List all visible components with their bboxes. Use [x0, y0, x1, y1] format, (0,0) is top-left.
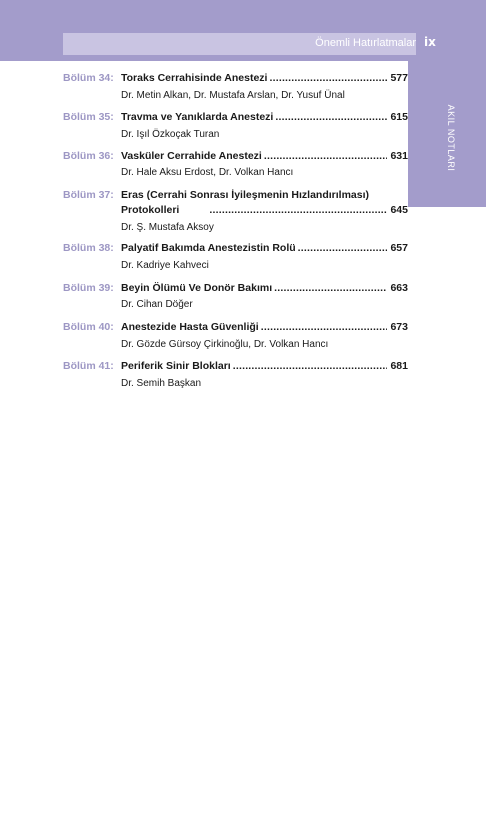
dot-leader — [298, 242, 388, 254]
chapter-title: Travma ve Yanıklarda Anestezi — [121, 111, 274, 123]
chapter-title: Protokolleri — [121, 204, 180, 216]
toc-title-line[interactable] — [121, 321, 408, 335]
chapter-authors: Dr. Cihan Döğer — [121, 299, 193, 310]
page-number: ix — [424, 35, 436, 49]
chapter-number: Bölüm 38: — [63, 242, 114, 254]
chapter-authors: Dr. Kadriye Kahveci — [121, 260, 209, 271]
toc-title-line[interactable] — [121, 72, 408, 86]
toc-title-line[interactable] — [121, 360, 408, 374]
chapter-page: 645 — [390, 204, 408, 216]
chapter-title: Toraks Cerrahisinde Anestezi — [121, 72, 268, 84]
chapter-number: Bölüm 37: — [63, 189, 114, 201]
chapter-title: Anestezide Hasta Güvenliği — [121, 321, 259, 333]
toc-title-line[interactable] — [121, 204, 408, 218]
chapter-number: Bölüm 41: — [63, 360, 114, 372]
chapter-number: Bölüm 34: — [63, 72, 114, 84]
dot-leader — [264, 150, 388, 162]
chapter-page: 577 — [390, 72, 408, 84]
chapter-page: 657 — [390, 242, 408, 254]
dot-leader — [209, 204, 387, 216]
dot-leader — [233, 360, 388, 372]
chapter-authors: Dr. Semih Başkan — [121, 378, 202, 389]
toc-title-line[interactable] — [121, 111, 408, 125]
toc-title-line[interactable] — [121, 282, 408, 296]
running-header-title: Önemli Hatırlatmalar — [315, 37, 416, 49]
chapter-number: Bölüm 40: — [63, 321, 114, 333]
toc-title-line[interactable] — [121, 150, 408, 164]
dot-leader — [269, 72, 387, 84]
chapter-authors: Dr. Işıl Özkoçak Turan — [121, 129, 220, 140]
chapter-authors: Dr. Ş. Mustafa Aksoy — [121, 222, 214, 233]
chapter-page: 673 — [390, 321, 408, 333]
chapter-page: 631 — [390, 150, 408, 162]
chapter-title: Beyin Ölümü Ve Donör Bakımı — [121, 282, 273, 294]
chapter-number: Bölüm 36: — [63, 150, 114, 162]
chapter-number: Bölüm 39: — [63, 282, 114, 294]
chapter-title-line1[interactable]: Eras (Cerrahi Sonrası İyileşmenin Hızlandırılması) — [121, 189, 370, 201]
toc-title-line[interactable] — [121, 242, 408, 256]
dot-leader — [275, 111, 387, 123]
chapter-title: Vasküler Cerrahide Anestezi — [121, 150, 262, 162]
dot-leader — [261, 321, 388, 333]
chapter-authors: Dr. Gözde Gürsoy Çirkinoğlu, Dr. Volkan Hancı — [121, 339, 329, 350]
chapter-title: Palyatif Bakımda Anestezistin Rolü — [121, 242, 296, 254]
chapter-title: Periferik Sinir Blokları — [121, 360, 231, 372]
chapter-page: 681 — [390, 360, 408, 372]
side-tab-label: AKIL NOTLARI — [446, 104, 456, 172]
chapter-page: 663 — [390, 282, 408, 294]
chapter-page: 615 — [390, 111, 408, 123]
dot-leader — [274, 282, 387, 294]
chapter-authors: Dr. Hale Aksu Erdost, Dr. Volkan Hancı — [121, 167, 294, 178]
chapter-authors: Dr. Metin Alkan, Dr. Mustafa Arslan, Dr. Yusuf Ünal — [121, 90, 345, 101]
chapter-number: Bölüm 35: — [63, 111, 114, 123]
